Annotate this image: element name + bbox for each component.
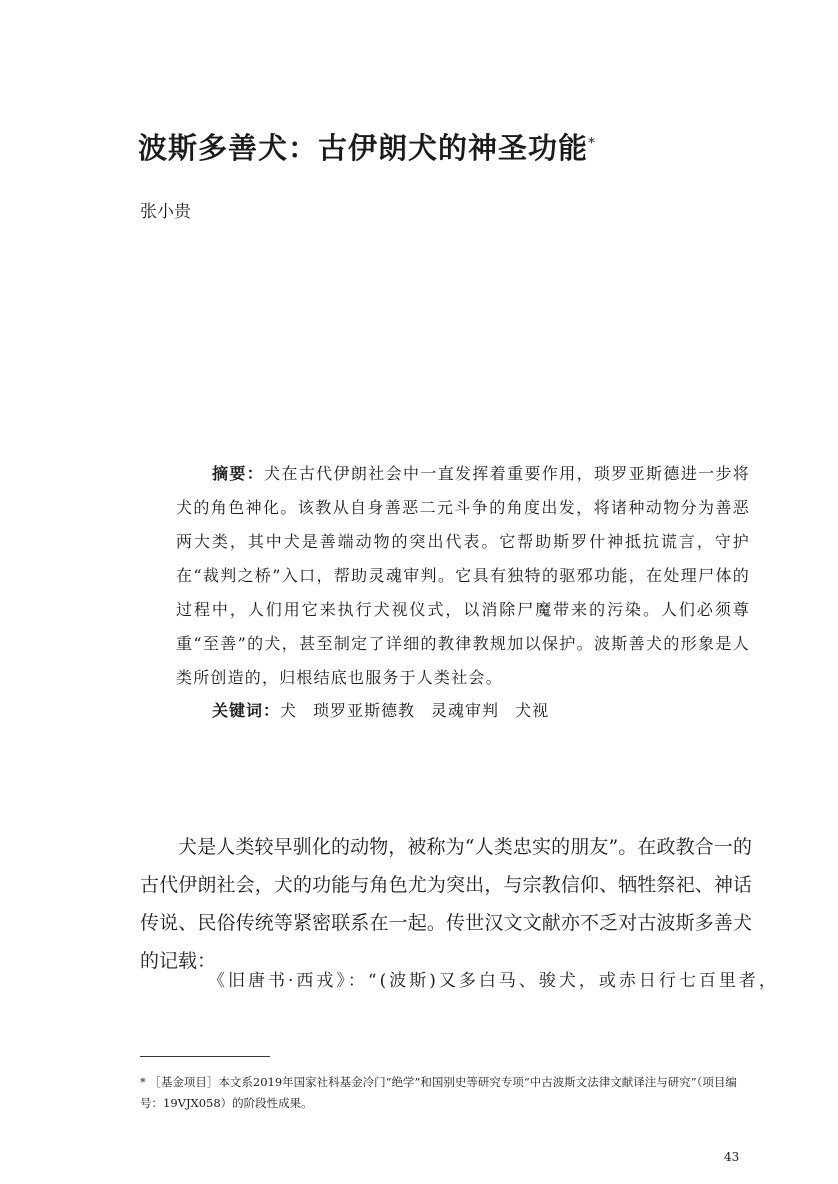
page-number: 43 (724, 1150, 740, 1164)
keywords (212, 694, 565, 728)
title-footnote-marker: * (588, 135, 597, 152)
body-paragraph: 犬是人类较早驯化的动物，被称为“人类忠实的朋友”。在政教合一的古代伊朗社会，犬的功能与角色尤为突出，与宗教信仰、牺牲祭祀、神话传说、民俗传统等紧密联系在一起。传世汉文文献亦不乏对古波斯多善犬的记载： (140, 836, 752, 972)
abstract (176, 457, 750, 695)
footnote: * ［基金项目］本文系2019年国家社科基金冷门“绝学”和国别史等研究专项“中古波斯文法律文献译注与研究”（项目编号：19VJX058）的阶段性成果。 (140, 1075, 737, 1110)
keyword-item: 犬 (280, 701, 298, 720)
keyword-item: 犬视 (515, 701, 550, 720)
keywords-label: 关键词： (212, 701, 281, 720)
keyword-item: 灵魂审判 (431, 701, 500, 720)
abstract-text: 犬在古代伊朗社会中一直发挥着重要作用，琐罗亚斯德进一步将犬的角色神化。该教从自身善恶二元斗争的角度出发，将诸种动物分为善恶两大类，其中犬是善端动物的突出代表。它帮助斯罗什神抵抗谎言，守护在“裁判之桥”入口，帮助灵魂审判。它具有独特的驱邪功能，在处理尸体的过程中，人们用它来执行犬视仪式，以消除尸魔带来的污染。人们必须尊重“至善”的犬，甚至制定了详细的教律教规加以保护。波斯善犬的形象是人类所创造的，归根结底也服务于人类社会。 (176, 464, 750, 687)
abstract-label: 摘要： (212, 464, 265, 483)
article-title-text: 波斯多善犬：古伊朗犬的神圣功能 (138, 131, 589, 165)
footnote-divider (140, 1056, 270, 1057)
keyword-item: 琐罗亚斯德教 (313, 701, 416, 720)
quoted-source: 《旧唐书·西戎》：“(波斯)又多白马、骏犬，或赤日行七百里者， (208, 971, 779, 991)
article-title (138, 126, 596, 167)
author-name: 张小贵 (140, 202, 191, 222)
